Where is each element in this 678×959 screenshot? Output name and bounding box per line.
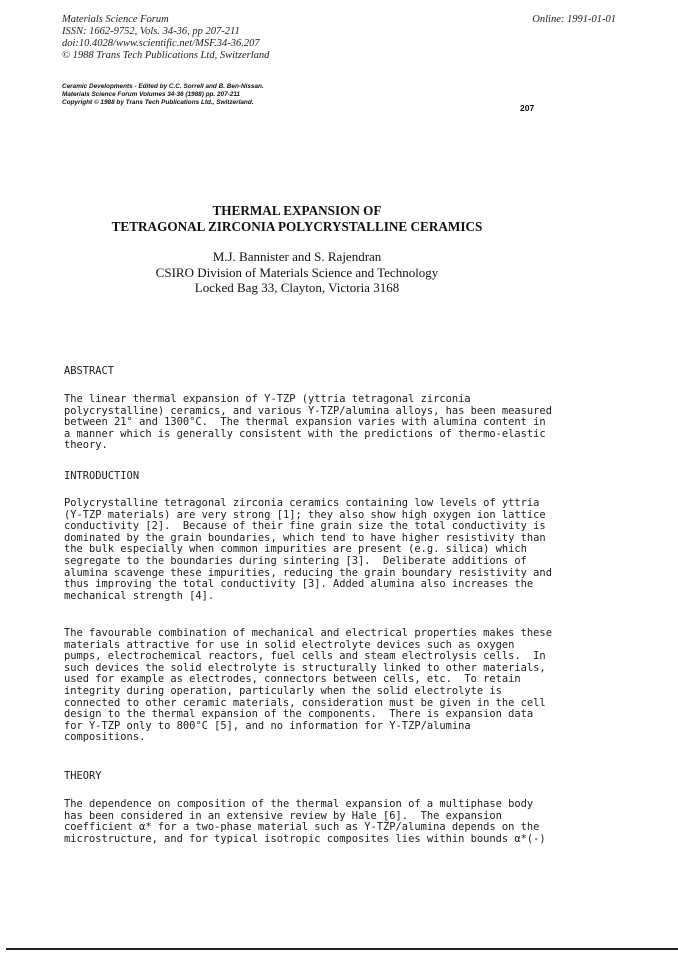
text-line: used for example as electrodes, connectors between cells, etc. To retain — [64, 673, 521, 686]
copyright-line: © 1988 Trans Tech Publications Ltd, Switzerland — [62, 50, 270, 61]
text-line: coefficient α* for a two-phase material such as Y-TZP/alumina depends on the — [64, 821, 540, 834]
theory-heading: THEORY — [64, 770, 102, 782]
text-line: theory. — [64, 439, 108, 452]
issn-line: ISSN: 1662-9752, Vols. 34-36, pp 207-211 — [62, 26, 240, 37]
text-line: polycrystalline) ceramics, and various Y-TZP/alumina alloys, has been measured — [64, 404, 552, 417]
abstract-heading: ABSTRACT — [64, 365, 115, 377]
title-line: TETRAGONAL ZIRCONIA POLYCRYSTALLINE CERAMICS — [111, 219, 483, 234]
text-line: alumina scavenge these impurities, reducing the grain boundary resistivity and — [64, 566, 552, 579]
text-line: Polycrystalline tetragonal zirconia ceramics containing low levels of yttria — [64, 497, 540, 509]
text-line: conductivity [2]. Because of their fine grain size the total conductivity is — [64, 520, 546, 533]
text-line: compositions. — [64, 731, 146, 744]
text-line: mechanical strength [4]. — [64, 589, 215, 602]
introduction-paragraph-2 — [64, 628, 604, 744]
text-line: (Y-TZP materials) are very strong [1]; they also show high oxygen ion lattice — [64, 508, 546, 521]
text-line: The favourable combination of mechanical and electrical properties makes these — [64, 627, 552, 639]
text-line: connected to other ceramic materials, consideration must be given in the cell — [64, 696, 546, 709]
paper-title — [0, 203, 594, 235]
page-number: 207 — [520, 103, 535, 113]
online-date: Online: 1991-01-01 — [532, 14, 616, 25]
print-meta-line: Ceramic Developments - Edited by C.C. Sorrell and B. Ben-Nissan. — [62, 83, 264, 90]
theory-paragraph — [64, 799, 604, 845]
print-publication-info — [62, 83, 362, 107]
text-line: the bulk especially when common impurities are present (e.g. silica) which — [64, 543, 527, 556]
bottom-divider — [6, 948, 678, 950]
author-affiliation: CSIRO Division of Materials Science and Technology — [155, 264, 439, 280]
text-line: integrity during operation, particularly when the solid electrolyte is — [64, 684, 502, 697]
author-block — [0, 249, 594, 296]
text-line: microstructure, and for typical isotropic composites lies within bounds α*(-) — [64, 832, 546, 845]
text-line: thus improving the total conductivity [3]. Added alumina also increases the — [64, 578, 534, 591]
journal-name: Materials Science Forum — [62, 14, 169, 25]
doi-line: doi:10.4028/www.scientific.net/MSF.34-36.207 — [62, 38, 260, 49]
text-line: has been considered in an extensive review by Hale [6]. The expansion — [64, 809, 502, 822]
title-line: THERMAL EXPANSION OF — [212, 203, 382, 218]
online-publication-info — [62, 14, 382, 62]
text-line: such devices the solid electrolyte is structurally linked to other materials, — [64, 661, 546, 674]
author-names: M.J. Bannister and S. Rajendran — [212, 249, 382, 264]
introduction-paragraph-1 — [64, 498, 604, 602]
text-line: pumps, electrochemical reactors, fuel cells and steam electrolysis cells. In — [64, 650, 546, 663]
print-meta-line: Materials Science Forum Volumes 34-36 (1988) pp. 207-211 — [62, 91, 240, 98]
text-line: materials attractive for use in solid electrolyte devices such as oxygen — [64, 638, 515, 651]
text-line: segregate to the boundaries during sintering [3]. Deliberate additions of — [64, 554, 527, 567]
text-line: design to the thermal expansion of the components. There is expansion data — [64, 708, 534, 721]
text-line: The dependence on composition of the thermal expansion of a multiphase body — [64, 798, 534, 810]
introduction-heading: INTRODUCTION — [64, 470, 140, 482]
abstract-paragraph — [64, 394, 604, 452]
text-line: The linear thermal expansion of Y-TZP (yttria tetragonal zirconia — [64, 393, 471, 405]
author-address: Locked Bag 33, Clayton, Victoria 3168 — [194, 280, 400, 295]
text-line: between 21° and 1300°C. The thermal expansion varies with alumina content in — [64, 416, 546, 429]
print-meta-line: Copyright © 1988 by Trans Tech Publications Ltd., Switzerland. — [62, 99, 254, 106]
text-line: for Y-TZP only to 800°C [5], and no information for Y-TZP/alumina — [64, 719, 471, 732]
text-line: a manner which is generally consistent with the predictions of thermo-elastic — [64, 427, 546, 440]
text-line: dominated by the grain boundaries, which tend to have higher resistivity than — [64, 531, 546, 544]
